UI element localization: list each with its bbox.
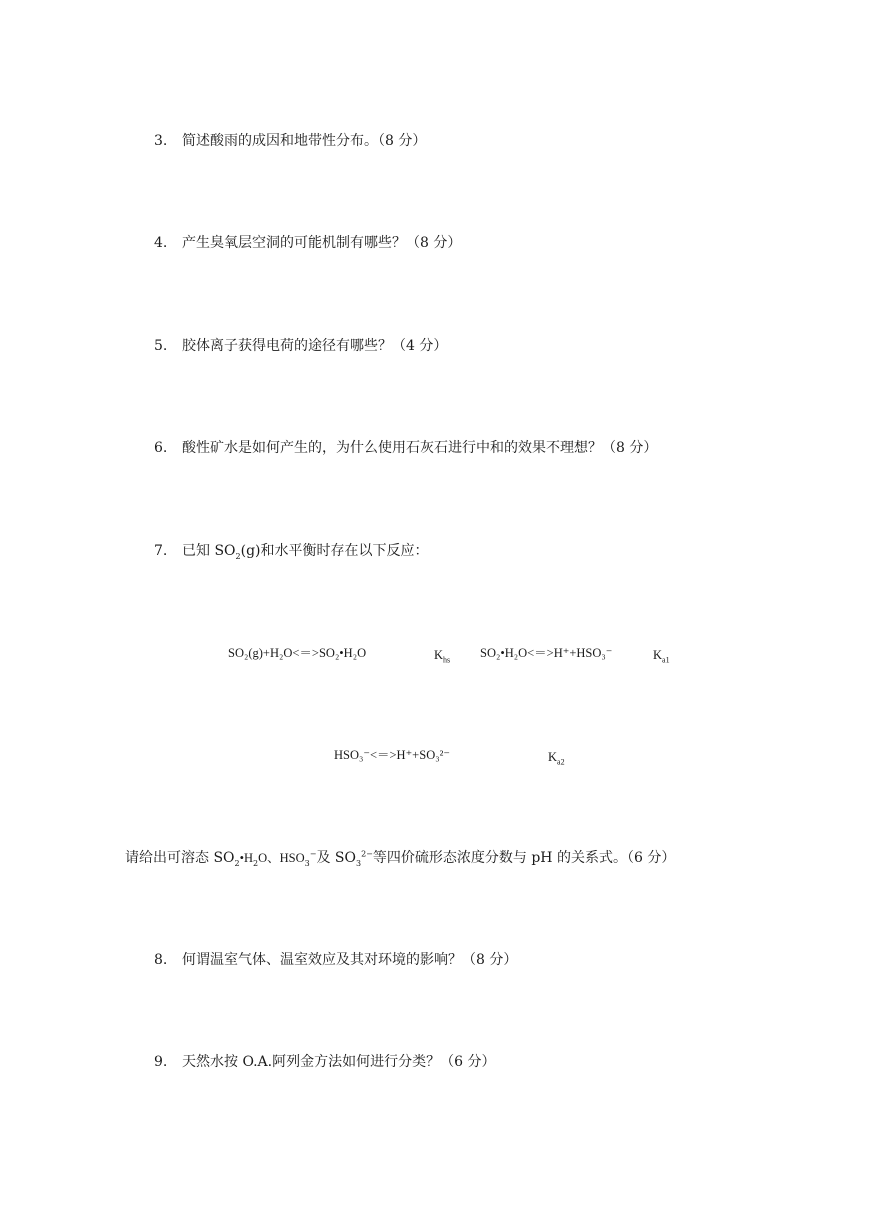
instruction-part-3: O、HSO [258,851,305,865]
instruction-part-1: 请给出可溶态 SO [125,850,235,866]
equilibrium-constant-ka2: $K_{a2}$ [548,750,565,767]
question-8 [154,950,517,970]
question-7 [154,541,429,561]
question-3 [154,131,426,151]
question-5 [154,336,447,356]
equilibrium-constant-ka1: $K_{a1}$ [653,648,670,665]
question-number: 5. [154,338,168,354]
question-number: 4. [154,235,168,251]
subscript: 2 [234,858,240,868]
question-text: 产生臭氧层空洞的可能机制有哪些？（8 分） [182,235,462,251]
subscript: 2 [253,858,259,868]
question-7-instruction [125,848,675,868]
question-number: 9. [154,1054,168,1070]
question-6 [154,438,657,458]
subscript: 3 [356,858,362,868]
question-text-sub: 2 [235,551,241,561]
instruction-part-4: 及 SO [316,850,356,866]
question-text-after: (g)和水平衡时存在以下反应： [240,543,429,559]
subscript: 3 [304,858,310,868]
question-number: 8. [154,952,168,968]
instruction-part-2: •H [239,851,254,865]
question-text: 酸性矿水是如何产生的，为什么使用石灰石进行中和的效果不理想？（8 分） [182,440,658,456]
question-4 [154,233,461,253]
question-text-before: 已知 SO [182,543,236,559]
question-number: 3. [154,133,168,149]
question-number: 7. [154,543,168,559]
question-text: 何谓温室气体、温室效应及其对环境的影响？（8 分） [182,952,518,968]
equation-2: SO₂•H₂O<＝>H⁺+HSO₃⁻ [480,646,613,660]
equation-3: HSO₃⁻<＝>H⁺+SO₃²⁻ [334,748,450,762]
question-text: 简述酸雨的成因和地带性分布。（8 分） [182,133,427,149]
superscript: 2− [361,849,373,859]
superscript: − [309,849,317,859]
question-text: 天然水按 O.A.阿列金方法如何进行分类？（6 分） [182,1054,496,1070]
question-number: 6. [154,440,168,456]
equilibrium-constant-khs: $K_{hs}$ [434,648,451,665]
question-9 [154,1052,495,1072]
equation-1: SO₂(g)+H₂O<＝>SO₂•H₂O [228,646,367,660]
instruction-part-5: 等四价硫形态浓度分数与 pH 的关系式。（6 分） [372,850,676,866]
question-text: 胶体离子获得电荷的途径有哪些？（4 分） [182,338,448,354]
